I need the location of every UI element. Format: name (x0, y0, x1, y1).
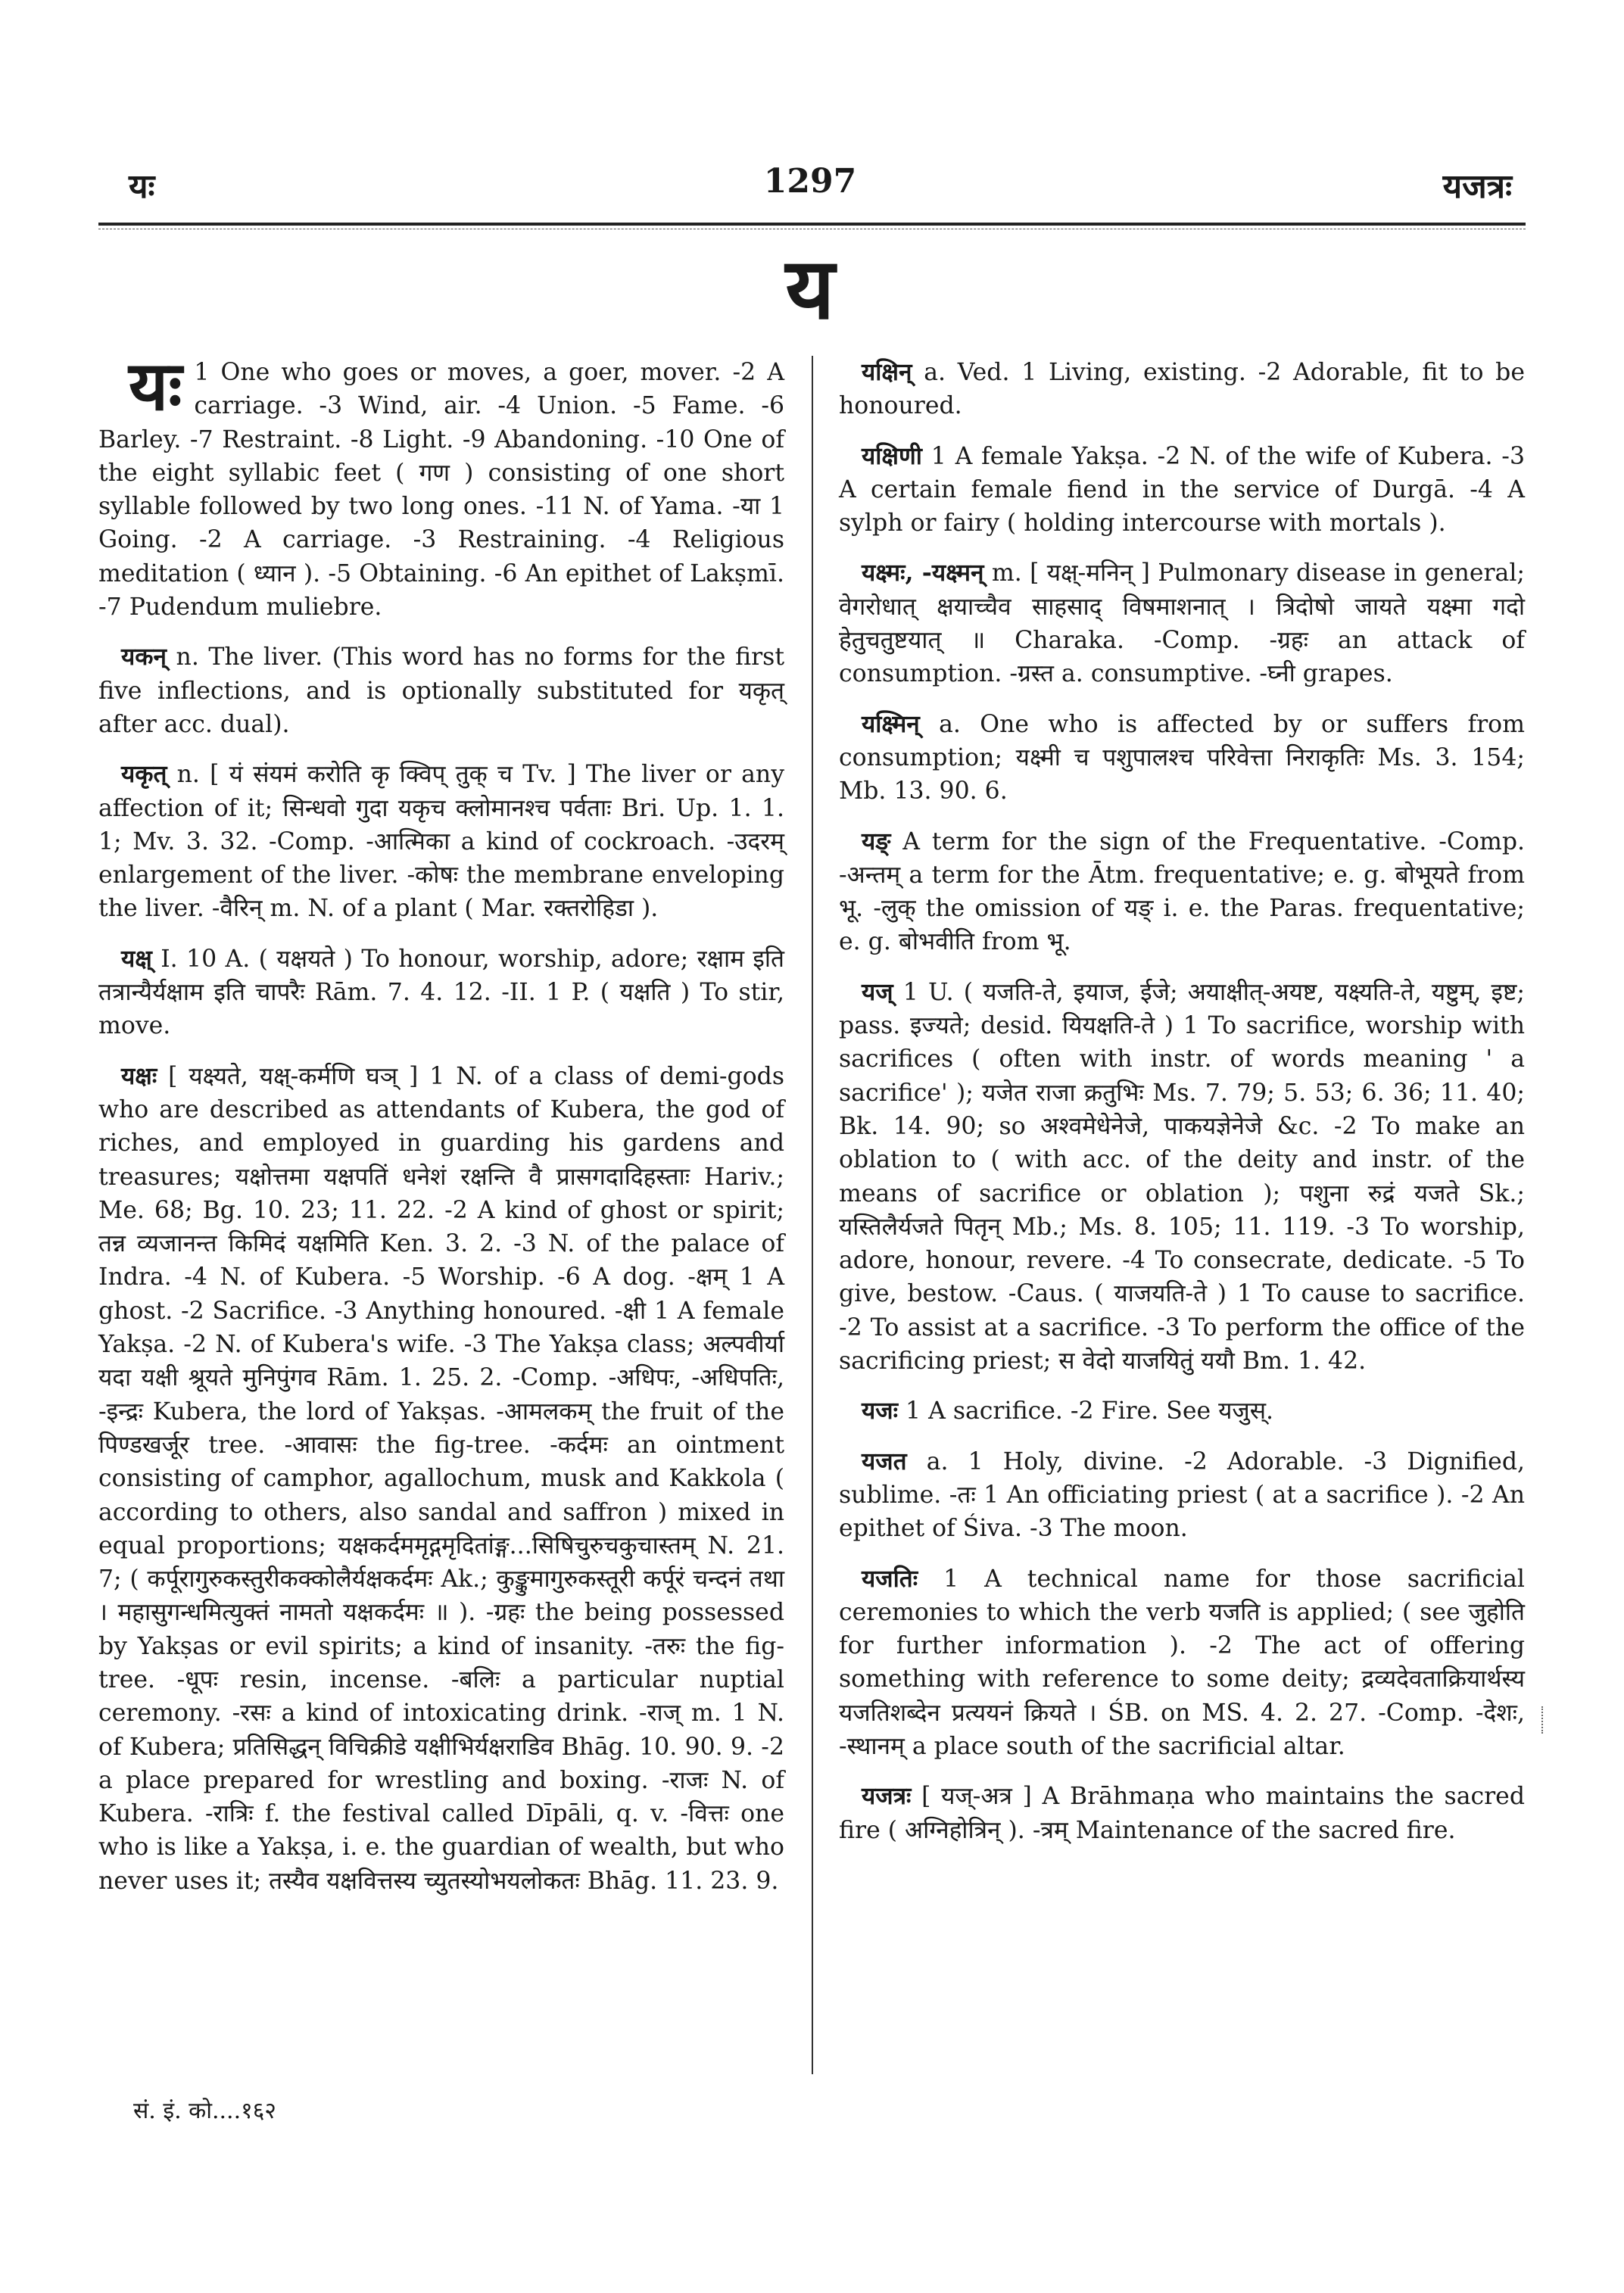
entry-headword: यकन् (121, 643, 167, 671)
dictionary-entry (98, 942, 784, 1043)
entry-headword: यजत (862, 1447, 907, 1475)
entry-text: [ यज्-अत्र ] A Brāhmaṇa who maintains the sacred fire ( अग्निहोत्रिन् ). -त्रम् Maintenance of the sacred fire. (839, 1783, 1525, 1844)
dictionary-entry (98, 758, 784, 925)
dictionary-entry (98, 1060, 784, 1898)
entry-headword: यजतिः (862, 1564, 918, 1593)
entry-text: n. The liver. (This word has no forms for the first five inflections, and is optionally substituted for यकृत् after acc. dual). (98, 643, 785, 738)
entry-text: a. One who is affected by or suffers from consumption; यक्ष्मी च पशुपालश्च परिवेत्ता निराकृतिः Ms. 3. 154; Mb. 13. 90. 6. (839, 710, 1525, 805)
entry-headword: यक्ष्मिन् (862, 709, 920, 738)
entry-headword: यकृत् (121, 760, 167, 789)
entry-text: a. Ved. 1 Living, existing. -2 Adorable, fit to be honoured. (839, 359, 1525, 420)
running-head-left: यः (129, 167, 155, 206)
entry-headword: यजत्रः (862, 1782, 912, 1811)
entry-text: A term for the sign of the Frequentative. -Comp. -अन्तम् a term for the Ātm. frequentative; e. g. बोभूयते from भू. -लुक् the omission of यङ् i. e. the Paras. frequentative; e. g. बोभवीति from भू. (839, 827, 1525, 956)
entry-text: m. [ यक्ष्-मनिन् ] Pulmonary disease in general; वेगरोधात् क्षयाच्चैव साहसाद् विषमाशनात् । त्रिदोषो जायते यक्ष्मा गदो हेतुचतुष्टयात् ॥ Charaka. -Comp. -ग्रहः an attack of consumption. -ग्रस्त a. consumptive. -घ्नी grapes. (839, 559, 1526, 688)
dictionary-entry (98, 346, 784, 624)
dictionary-entry (839, 976, 1525, 1379)
dictionary-entry (98, 640, 784, 741)
entry-headword: यजः (862, 1397, 899, 1425)
dictionary-entry (839, 1445, 1525, 1546)
entry-headword: यः (129, 346, 182, 426)
entry-headword: यक्षिणी (862, 441, 922, 470)
dictionary-entry (839, 440, 1525, 541)
entry-text: 1 A technical name for those sacrificial ceremonies to which the verb यजति is applied; ( see जुहोति for further information ). -2 The act of offering something with reference to some deity; द्रव्यदेवताक्रियार्थस्य यजतिशब्देन प्रत्ययनं क्रियते । ŚB. on MS. 4. 2. 27. -Comp. -देशः, -स्थानम् a place south of the sacrificial altar. (839, 1565, 1526, 1760)
signature-footer: सं. इं. को....१६२ (133, 2098, 276, 2124)
entry-text: 1 A sacrifice. -2 Fire. See यजुस्. (906, 1397, 1274, 1425)
dictionary-entry (839, 1780, 1525, 1847)
right-column (839, 356, 1525, 1864)
dictionary-entry (839, 1394, 1525, 1428)
dictionary-entry (839, 356, 1525, 423)
dictionary-entry (839, 556, 1525, 690)
entry-headword: यक्षः (121, 1061, 157, 1090)
entry-headword: यज् (862, 977, 893, 1006)
entry-text: [ यक्ष्यते, यक्ष्-कर्मणि घञ् ] 1 N. of a class of demi-gods who are described as attendants of Kubera, the god of riches, and employed in guarding his gardens and treasures; यक्षोत्तमा यक्षपतिं धनेशं रक्षन्ति वै प्रासगदादिहस्ताः Hariv.; Me. 68; Bg. 10. 23; 11. 22. -2 A kind of ghost or spirit; तन्न व्यजानन्त किमिदं यक्षमिति Ken. 3. 2. -3 N. of the palace of Indra. -4 N. of Kubera. -5 Worship. -6 A dog. -क्षम् 1 A ghost. -2 Sacrifice. -3 Anything honoured. -क्षी 1 A female Yakṣa. -2 N. of Kubera's wife. -3 The Yakṣa class; अल्पवीर्या यदा यक्षी श्रूयते मुनिपुंगव Rām. 1. 25. 2. -Comp. -अधिपः, -अधिपतिः, -इन्द्रः Kubera, the lord of Yakṣas. -आमलकम् the fruit of the पिण्डखर्जूर tree. -आवासः the fig-tree. -कर्दमः an ointment consisting of camphor, agallochum, musk and Kakkola ( according to others, also sandal and saffron ) mixed in equal proportions; यक्षकर्दममृद्गमृदितांङ्ग...सिषिचुरुचकुचास्तम् N. 21. 7; ( कर्पूरागुरुकस्तुरीकक्कोलैर्यक्षकर्दमः Ak.; कुङ्कुमागुरुकस्तूरी कर्पूरं चन्दनं तथा । महासुगन्धमित्युक्तं नामतो यक्षकर्दमः ॥ ). -ग्रहः the being possessed by Yakṣas or evil spirits; a kind of insanity. -तरुः the fig-tree. -धूपः resin, incense. -बलिः a particular nuptial ceremony. -रसः a kind of intoxicating drink. -राज् m. 1 N. of Kubera; प्रतिसिद्धन् विचिक्रीडे यक्षीभिर्यक्षराडिव Bhāg. 10. 90. 9. -2 a place prepared for wrestling and boxing. -राजः N. of Kubera. -रात्रिः f. the festival called Dīpāli, q. v. -वित्तः one who is like a Yakṣa, i. e. the guardian of wealth, but who never uses it; तस्यैव यक्षवित्तस्य च्युतस्योभयलोकतः Bhāg. 11. 23. 9. (98, 1062, 784, 1895)
running-head-right: यजत्रः (1442, 167, 1512, 206)
entry-headword: यङ् (862, 827, 891, 855)
entry-text: 1 One who goes or moves, a goer, mover. -2 A carriage. -3 Wind, air. -4 Union. -5 Fame. -6 Barley. -7 Restraint. -8 Light. -9 Abandoning. -10 One of the eight syllabic feet ( गण ) consisting of one short syllable followed by two long ones. -11 N. of Yama. -या 1 Going. -2 A carriage. -3 Restraining. -4 Religious meditation ( ध्यान ). -5 Obtaining. -6 An epithet of Lakṣmī. -7 Pudendum muliebre. (98, 359, 784, 622)
entry-headword: यक्षिन् (862, 358, 912, 386)
entry-headword: यक्ष् (121, 944, 152, 973)
dictionary-entry (839, 1562, 1525, 1764)
dictionary-entry (839, 825, 1525, 959)
column-divider (812, 356, 813, 2074)
left-column (98, 346, 785, 1914)
margin-mark (1541, 1706, 1545, 1734)
section-letter: य (785, 239, 835, 338)
page-number: 1297 (763, 162, 857, 201)
entry-text: 1 A female Yakṣa. -2 N. of the wife of Kubera. -3 A certain female fiend in the service of Durgā. -4 A sylph or fairy ( holding intercourse with mortals ). (839, 442, 1525, 537)
entry-text: a. 1 Holy, divine. -2 Adorable. -3 Dignified, sublime. -तः 1 An officiating priest ( at a sacrifice ). -2 An epithet of Śiva. -3 The moon. (839, 1447, 1525, 1543)
header-rule (98, 223, 1526, 226)
entry-text: 1 U. ( यजति-ते, इयाज, ईजे; अयाक्षीत्-अयष्ट, यक्ष्यति-ते, यष्टुम्, इष्ट; pass. इज्यते; desid. यियक्षति-ते ) 1 To sacrifice, worship with sacrifices ( often with instr. of words meaning ' a sacrifice' ); यजेत राजा क्रतुभिः Ms. 7. 79; 5. 53; 6. 36; 11. 40; Bk. 14. 90; so अश्वमेधेनेजे, पाकयज्ञेनेजे &c. -2 To make an oblation to ( with acc. of the deity and instr. of the means of sacrifice or oblation ); पशुना रुद्रं यजते Sk.; यस्तिलैर्यजते पितृन् Mb.; Ms. 8. 105; 11. 119. -3 To worship, adore, honour, revere. -4 To consecrate, dedicate. -5 To give, bestow. -Caus. ( याजयति-ते ) 1 To cause to sacrifice. -2 To assist at a sacrifice. -3 To perform the office of the sacrificing priest; स वेदो याजयितुं ययौ Bm. 1. 42. (839, 978, 1525, 1375)
entry-text: n. [ यं संयमं करोति कृ क्विप् तुक् च Tv. ] The liver or any affection of it; सिन्धवो गुदा यकृच क्लोमानश्च पर्वताः Bri. Up. 1. 1. 1; Mv. 3. 32. -Comp. -आत्मिका a kind of cockroach. -उदरम् enlargement of the liver. -कोषः the membrane enveloping the liver. -वैरिन् m. N. of a plant ( Mar. रक्तरोहिडा ). (98, 761, 785, 923)
entry-text: I. 10 A. ( यक्षयते ) To honour, worship, adore; रक्षाम इति तत्रान्यैर्यक्षाम इति चापरैः Rām. 7. 4. 12. -II. 1 P. ( यक्षति ) To stir, move. (98, 945, 784, 1040)
entry-headword: यक्ष्मः, -यक्ष्मन् (862, 559, 984, 587)
dictionary-entry (839, 708, 1525, 808)
